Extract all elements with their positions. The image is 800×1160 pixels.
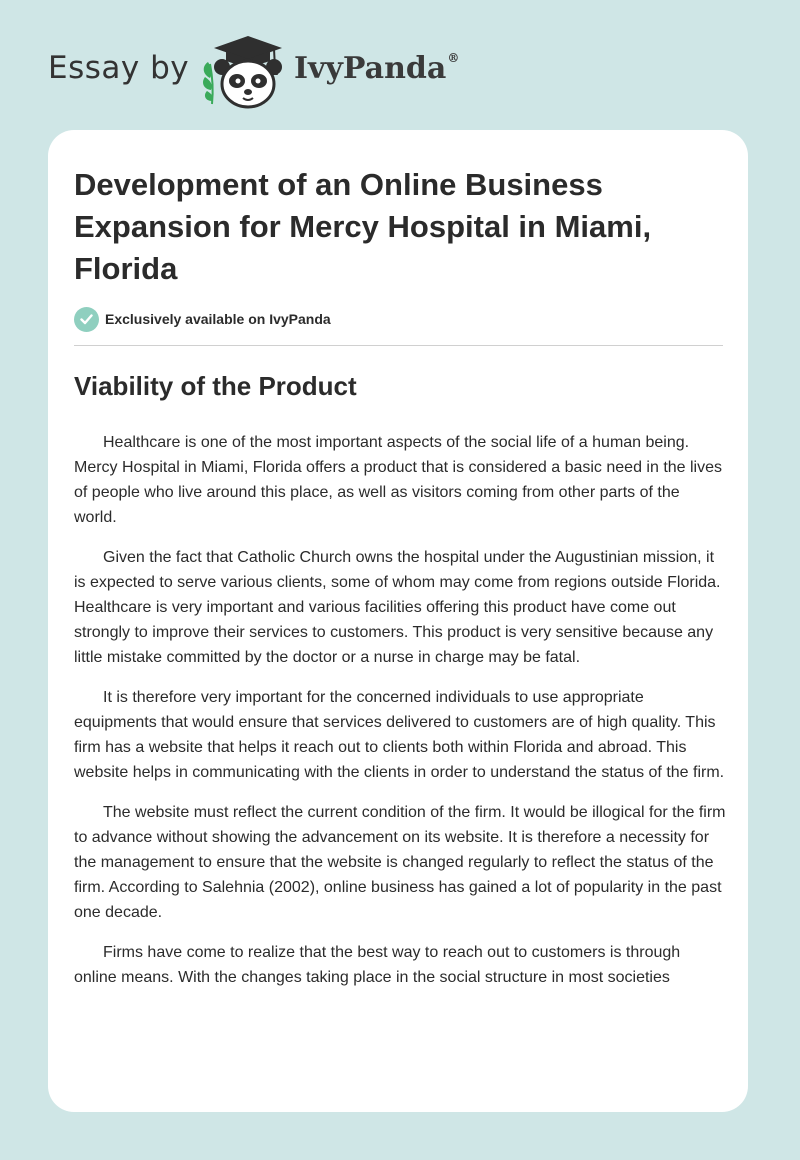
paragraph: Firms have come to realize that the best way to reach out to customers is through online means. With the changes taking place in the social structure in most societies: [74, 944, 681, 986]
essay-by-label: Essay by: [48, 50, 190, 86]
exclusive-badge: [74, 306, 331, 332]
site-header: [0, 0, 800, 130]
exclusive-badge-label: Exclusively available on IvyPanda: [105, 311, 331, 327]
essay-body: [74, 430, 726, 1005]
paragraph: Given the fact that Catholic Church owns the hospital under the Augustinian mission, it is expected to serve various clients, some of whom may come from regions outside Florida. Healthcare is very important and various facilities offering this product have come out strongly to improve their services to customers. This product is very sensitive because any little mistake committed by the doctor or a nurse in charge may be fatal.: [74, 549, 721, 666]
checkmark-circle-icon: [74, 307, 99, 332]
paragraph: Healthcare is one of the most important aspects of the social life of a human being. Mercy Hospital in Miami, Florida offers a product that is considered a basic need in the lives of people who live around this place, as well as visitors coming from other parts of the world.: [74, 434, 723, 526]
paragraph: It is therefore very important for the concerned individuals to use appropriate equipments that would ensure that services delivered to customers are of high quality. This firm has a website that helps it reach out to clients both within Florida and abroad. This website helps in communicating with the clients in order to understand the status of the firm.: [74, 689, 725, 781]
paragraph: The website must reflect the current condition of the firm. It would be illogical for the firm to advance without showing the advancement on its website. It is therefore a necessity for the management to ensure that the website is changed regularly to reflect the status of the firm. According to Salehnia (2002), online business has gained a lot of popularity in the past one decade.: [74, 804, 726, 921]
essay-title: Development of an Online Business Expansion for Mercy Hospital in Miami, Florida: [74, 167, 652, 286]
panda-graduation-cap-icon: [200, 34, 292, 110]
title-divider: [74, 345, 723, 346]
section-heading: Viability of the Product: [74, 371, 357, 401]
registered-mark: ®: [447, 51, 460, 65]
essay-card: [48, 130, 748, 1112]
ivypanda-logo[interactable]: [200, 34, 460, 110]
brand-name: IvyPanda®: [294, 51, 460, 86]
